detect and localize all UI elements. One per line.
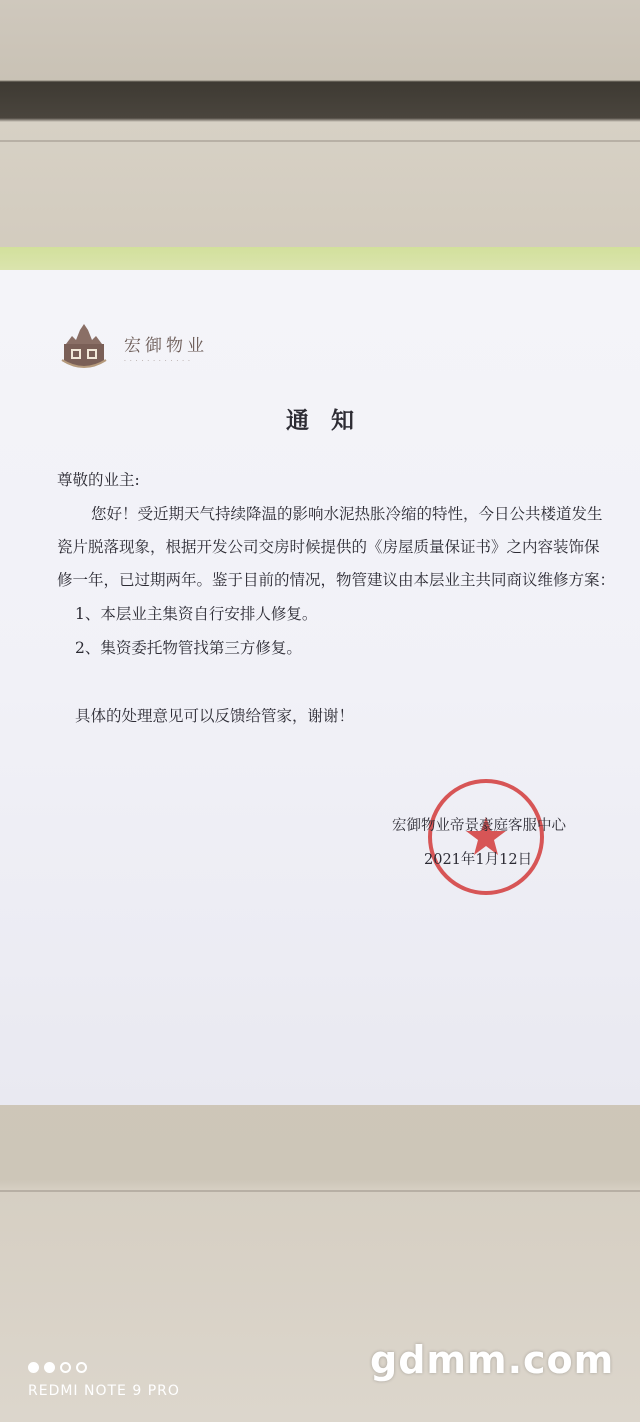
dot-icon: [76, 1362, 87, 1373]
notice-title: 通知: [286, 408, 376, 434]
dot-icon: [44, 1362, 55, 1373]
signature: 宏御物业帝景豪庭客服中心: [392, 818, 566, 834]
closing-line: 具体的处理意见可以反馈给管家，谢谢！: [75, 707, 355, 725]
camera-watermark-dots: [28, 1358, 92, 1372]
company-logo: [58, 322, 238, 378]
company-name: 宏御物业: [124, 336, 208, 356]
option-item: 1、本层业主集资自行安排人修复。: [75, 605, 318, 623]
wall-divider: [0, 1190, 640, 1192]
dot-icon: [60, 1362, 71, 1373]
wall-divider: [0, 140, 640, 142]
date: 2021年1月12日: [424, 852, 533, 868]
official-seal: [424, 775, 548, 899]
body-line: 修一年，已过期两年。鉴于目前的情况，物管建议由本层业主共同商议维修方案：: [57, 571, 616, 589]
body-line: 瓷片脱落现象，根据开发公司交房时候提供的《房屋质量保证书》之内容装饰保: [57, 538, 600, 556]
body-line: 您好！受近期天气持续降温的影响水泥热胀冷缩的特性，今日公共楼道发生: [91, 505, 603, 523]
building-emblem-icon: [58, 322, 110, 374]
salutation: 尊敬的业主:: [57, 471, 140, 489]
option-item: 2、集资委托物管找第三方修复。: [75, 639, 302, 657]
site-watermark: gdmm.com: [370, 1338, 615, 1382]
dot-icon: [28, 1362, 39, 1373]
notice-paper: [0, 270, 640, 1105]
company-slogan-decoration: · · · · · · · · · · · ·: [124, 358, 191, 365]
device-watermark: REDMI NOTE 9 PRO: [28, 1383, 180, 1399]
